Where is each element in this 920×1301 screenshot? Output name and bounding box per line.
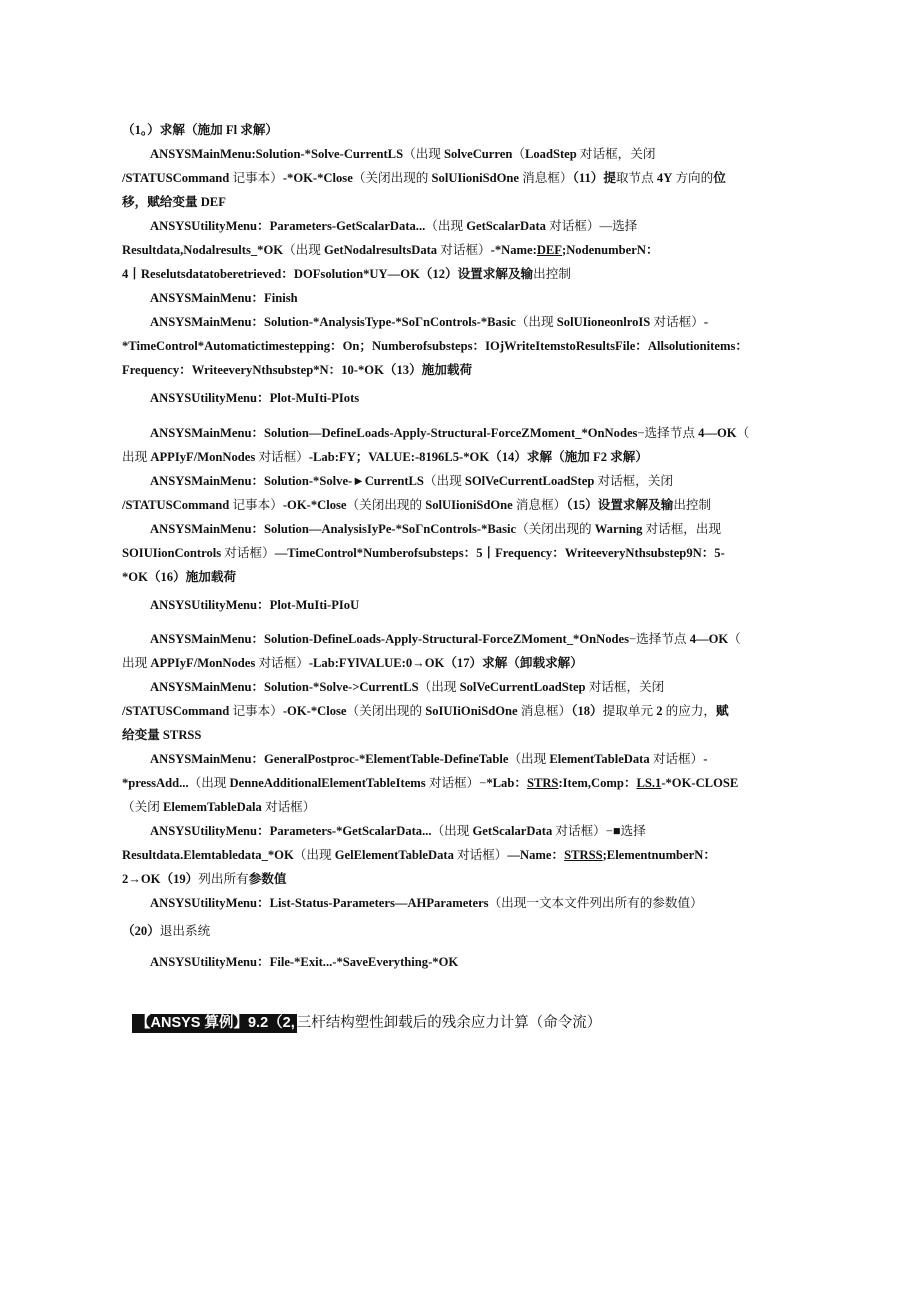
text-segment: （出现 — [425, 219, 467, 233]
text-segment: ANSYSMainMenu：Solution-*AnalysisType-*SoΓnControls-*Basic — [150, 315, 516, 329]
text-segment: ANSYSMainMenu：Solution-*Solve->CurrentLS — [150, 680, 419, 694]
text-segment: 取节点 — [615, 171, 657, 185]
text-segment: 对话框，关闭 — [585, 680, 665, 694]
text-segment: （出现一文本文件列出所有的参数值） — [488, 896, 703, 910]
text-line — [150, 953, 792, 971]
text-line — [122, 169, 792, 187]
text-segment: 对话框） — [255, 450, 309, 464]
text-line — [150, 630, 792, 648]
text-segment: ANSYSUtilityMenu：File-*Exit...-*SaveEverything-*OK — [150, 955, 459, 969]
text-segment: 对话框） — [437, 243, 491, 257]
text-line — [122, 193, 792, 211]
text-segment: −选择节点 — [629, 632, 690, 646]
text-segment: SoIUIiOniSdOne — [425, 704, 518, 718]
text-line — [150, 678, 792, 696]
text-segment: 出现 — [122, 656, 151, 670]
text-segment: SolUIioniSdOne — [431, 171, 520, 185]
text-line — [150, 313, 792, 331]
text-segment: *pressAdd... — [122, 776, 189, 790]
text-segment: GetNodalresultsData — [324, 243, 438, 257]
text-segment: （ — [512, 147, 525, 161]
text-segment: 对话框） — [255, 656, 309, 670]
text-segment: （关闭出现的 — [352, 171, 432, 185]
text-line — [150, 472, 792, 490]
text-segment: （出现 — [508, 752, 550, 766]
text-segment: 对话框，关闭 — [594, 474, 674, 488]
text-segment: ;ElementnumberN： — [602, 848, 716, 862]
text-segment: Warning — [594, 522, 643, 536]
text-segment: （出现 — [403, 147, 445, 161]
example-heading — [132, 1013, 601, 1033]
text-line — [122, 121, 792, 139]
text-segment: 对话框） — [261, 800, 316, 814]
text-segment: 记事本） — [229, 171, 283, 185]
text-line — [150, 424, 792, 442]
text-line — [122, 846, 792, 864]
text-segment: 提取单元 — [602, 704, 657, 718]
text-segment: GelElementTableData — [334, 848, 454, 862]
text-segment: DEF — [536, 243, 562, 257]
text-line — [122, 544, 792, 562]
text-segment: （1。）求解（施加 Fl 求解） — [122, 123, 279, 137]
text-segment: （关闭 — [122, 800, 163, 814]
text-line — [122, 774, 792, 792]
text-segment: —Name： — [507, 848, 565, 862]
text-line — [122, 265, 792, 283]
text-segment: 对话框） — [649, 752, 704, 766]
text-segment: ANSYSMainMenu:Solution-*Solve-CurrentLS — [150, 147, 404, 161]
text-line — [150, 217, 792, 235]
text-segment: 记事本） — [229, 704, 283, 718]
text-segment: 消息框） — [517, 704, 572, 718]
text-segment: GetScalarData — [472, 824, 553, 838]
heading-title: 三杆结构塑性卸载后的残余应力计算（命令流） — [296, 1015, 602, 1031]
text-segment: （出现 — [423, 474, 465, 488]
text-segment: 方向的 — [672, 171, 714, 185]
text-segment: （15）设置求解及输 — [566, 498, 674, 512]
text-segment: （出现 — [283, 243, 324, 257]
text-segment: *Lab： — [486, 776, 527, 790]
text-segment: ANSYSMainMenu：Solution-DefineLoads-Apply-Structural-ForceZMoment_*OnNodes — [150, 632, 630, 646]
text-segment: 2→OK（19） — [122, 872, 199, 886]
text-segment: SolveCurren — [444, 147, 513, 161]
text-segment: 记事本） — [229, 498, 283, 512]
text-line — [122, 922, 792, 940]
text-segment: -Lab:FYlVALUE:0→OK（17）求解（卸载求解） — [308, 656, 583, 670]
text-segment: Frequency：WriteeveryNthsubstep*N：10-*OK（13）施加载荷 — [122, 363, 473, 377]
text-segment: （18） — [571, 704, 603, 718]
text-segment: 对话框，出现 — [642, 522, 722, 536]
text-line — [122, 654, 792, 672]
text-segment: 移，赋给变量 DEF — [122, 195, 226, 209]
text-segment: APPIyF/MonNodes — [150, 450, 256, 464]
text-segment: 赋 — [716, 704, 729, 718]
text-segment: ANSYSMainMenu：GeneralPostproc-*ElementTable-DefineTable — [150, 752, 509, 766]
text-segment: 对话框） — [650, 315, 704, 329]
text-segment: 出现 — [122, 450, 151, 464]
text-segment: 出控制 — [673, 498, 712, 512]
text-line — [150, 596, 792, 614]
text-segment: -*OK-CLOSE — [661, 776, 739, 790]
text-line — [122, 568, 792, 586]
text-segment: 给变量 STRSS — [122, 728, 202, 742]
text-segment: SOIUIionControls — [122, 546, 222, 560]
text-segment: /STATUSCommand — [122, 704, 230, 718]
text-line — [122, 448, 792, 466]
text-line — [150, 389, 792, 407]
text-segment: ANSYSUtilityMenu：List-Status-Parameters—AHParameters — [150, 896, 489, 910]
text-segment: LS.1 — [636, 776, 662, 790]
text-segment: DenneAdditionalElementTableItems — [229, 776, 426, 790]
text-segment: ANSYSUtilityMenu：Parameters-*GetScalarData... — [150, 824, 432, 838]
text-segment: ElememTableDala — [162, 800, 262, 814]
text-line — [150, 520, 792, 538]
text-segment: 消息框） — [519, 171, 573, 185]
text-segment: ANSYSUtilityMenu：Parameters-GetScalarData... — [150, 219, 426, 233]
text-segment: -*OK-*Close — [282, 171, 353, 185]
text-segment: ANSYSMainMenu：Finish — [150, 291, 298, 305]
text-segment: 4Y — [656, 171, 673, 185]
text-segment: ANSYSMainMenu：Solution—AnalysisIyPe-*SoΓnControls-*Basic — [150, 522, 517, 536]
text-segment: SolVeCurrentLoadStep — [459, 680, 586, 694]
text-segment: —TimeControl*Numberofsubsteps：5丨Frequency：WriteeveryNthsubstep9N：5- — [274, 546, 725, 560]
text-segment: SOlVeCurrentLoadStep — [464, 474, 595, 488]
text-segment: *TimeControl*Automatictimestepping：On；Numberofsubsteps：IOjWriteItemstoResultsFile：Allsolutionitems： — [122, 339, 748, 353]
text-segment: （出现 — [293, 848, 335, 862]
text-segment: （11）提 — [572, 171, 616, 185]
text-segment: 4丨Reselutsdatatoberetrieved：DOFsolution*UY—OK（12）设置求解及输 — [122, 267, 534, 281]
text-segment: （关闭出现的 — [346, 704, 426, 718]
text-segment: （关闭出现的 — [346, 498, 426, 512]
text-segment: 2 — [656, 704, 663, 718]
text-segment: STRSS — [564, 848, 603, 862]
text-segment: LoadStep — [524, 147, 577, 161]
text-line — [122, 702, 792, 720]
text-segment: APPIyF/MonNodes — [150, 656, 256, 670]
text-segment: 对话框）− — [552, 824, 613, 838]
text-segment: STRS — [526, 776, 559, 790]
text-segment: ;NodenumberN： — [562, 243, 659, 257]
text-segment: （ — [736, 426, 750, 440]
text-segment: 对话框，关闭 — [576, 147, 656, 161]
text-segment: （ — [728, 632, 741, 646]
text-segment: -*Name: — [490, 243, 537, 257]
text-segment: ANSYSMainMenu：Solution-*Solve-►CurrentLS — [150, 474, 424, 488]
text-line — [150, 289, 792, 307]
text-segment: 出控制 — [533, 267, 571, 281]
text-line — [150, 750, 792, 768]
text-segment: *OK（16）施加载荷 — [122, 570, 237, 584]
text-segment: -OK-*Close — [282, 704, 347, 718]
text-segment: 退出系统 — [159, 924, 211, 938]
text-line — [122, 726, 792, 744]
text-segment: （出现 — [431, 824, 473, 838]
text-segment: 消息框） — [512, 498, 567, 512]
text-segment: 对话框）− — [425, 776, 487, 790]
text-line — [150, 894, 792, 912]
text-segment: 4—OK — [689, 632, 729, 646]
text-segment: （20） — [122, 924, 160, 938]
text-segment: ■ — [612, 824, 621, 838]
text-segment: 对话框） — [221, 546, 275, 560]
text-segment: /STATUSCommand — [122, 498, 230, 512]
text-segment: /STATUSCommand — [122, 171, 230, 185]
text-segment: （出现 — [418, 680, 460, 694]
text-segment: ANSYSMainMenu：Solution—DefineLoads-Apply-Structural-ForceZMoment_*OnNodes — [150, 426, 638, 440]
text-segment: SolUIioniSdOne — [425, 498, 513, 512]
text-line — [122, 870, 792, 888]
text-segment: −选择节点 — [637, 426, 699, 440]
text-segment: - — [703, 752, 708, 766]
text-segment: ElementTableData — [549, 752, 650, 766]
text-segment: 对话框） — [453, 848, 508, 862]
text-line — [150, 822, 792, 840]
text-line — [122, 361, 792, 379]
text-segment: （出现 — [515, 315, 557, 329]
text-segment: - — [703, 315, 709, 329]
text-segment: 选择 — [620, 824, 646, 838]
text-segment: GetScalarData — [466, 219, 546, 233]
text-segment: Resultdata,Nodalresults_*OK — [122, 243, 284, 257]
text-segment: ANSYSUtilityMenu：Plot-MuIti-PIots — [150, 391, 360, 405]
text-segment: 位 — [713, 171, 726, 185]
text-segment: 参数值 — [248, 872, 287, 886]
text-line — [150, 145, 792, 163]
text-segment: 4—OK — [698, 426, 737, 440]
text-segment: 的应力， — [662, 704, 717, 718]
text-segment: 列出所有 — [198, 872, 249, 886]
text-segment: 对话框）—选择 — [545, 219, 638, 233]
text-line — [122, 798, 792, 816]
text-segment: SolUIioneonlroIS — [556, 315, 651, 329]
text-line — [122, 337, 792, 355]
text-segment: （关闭出现的 — [516, 522, 595, 536]
text-line — [122, 496, 792, 514]
heading-highlight: 【ANSYS 算例】9.2（2, — [132, 1014, 297, 1033]
text-segment: -Lab:FY；VALUE:-8196L5-*OK（14）求解（施加 F2 求解） — [308, 450, 648, 464]
text-segment: :Item,Comp： — [558, 776, 637, 790]
text-segment: ANSYSUtilityMenu：Plot-MuIti-PIoU — [150, 598, 360, 612]
text-line — [122, 241, 792, 259]
text-segment: （出现 — [188, 776, 230, 790]
text-segment: Resultdata.Elemtabledata_*OK — [122, 848, 294, 862]
text-segment: -OK-*Close — [282, 498, 347, 512]
